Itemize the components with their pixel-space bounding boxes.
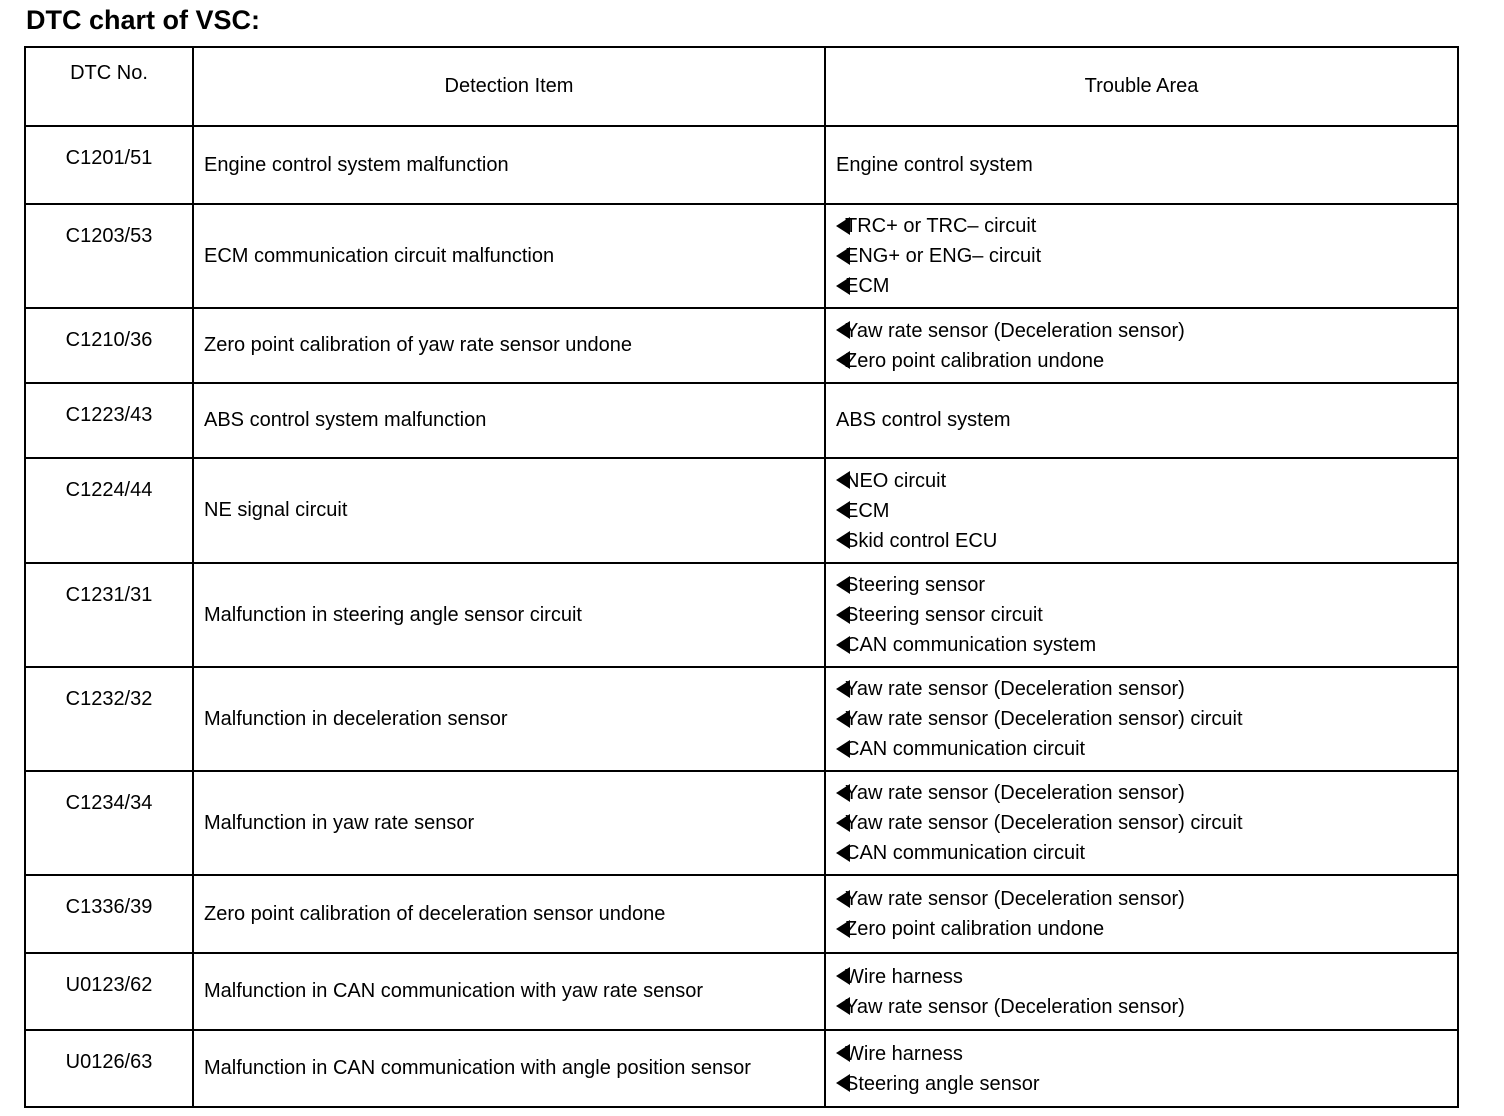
trouble-area-text: NEO circuit — [845, 469, 947, 492]
trouble-area-text: Yaw rate sensor (Deceleration sensor) — [845, 319, 1185, 342]
bullet-arrow-icon — [836, 1044, 850, 1062]
table-row — [25, 667, 1458, 771]
detection-item: Engine control system malfunction — [193, 126, 825, 204]
bullet-arrow-icon — [836, 920, 850, 938]
detection-item: ECM communication circuit malfunction — [193, 204, 825, 308]
dtc-number: C1234/34 — [25, 771, 193, 875]
trouble-area-list-item — [836, 630, 1457, 660]
header-dtc-no: DTC No. — [25, 47, 193, 126]
table-row — [25, 204, 1458, 308]
table-row — [25, 126, 1458, 204]
trouble-area-text: CAN communication system — [845, 634, 1097, 656]
trouble-area — [825, 126, 1458, 204]
trouble-area-list — [836, 316, 1457, 376]
detection-item: Malfunction in CAN communication with angle position sensor — [193, 1030, 825, 1107]
table-row — [25, 383, 1458, 458]
bullet-arrow-icon — [836, 217, 850, 235]
bullet-arrow-icon — [836, 967, 850, 985]
bullet-arrow-icon — [836, 576, 850, 594]
trouble-area-list-item — [836, 1069, 1457, 1099]
detection-item: Malfunction in deceleration sensor — [193, 667, 825, 771]
trouble-area-list-item — [836, 466, 1457, 496]
trouble-area-text: Yaw rate sensor (Deceleration sensor) circuit — [845, 708, 1243, 730]
trouble-area-list-item — [836, 600, 1457, 630]
header-detection-item: Detection Item — [193, 47, 825, 126]
trouble-area — [825, 204, 1458, 308]
page-title: DTC chart of VSC: — [26, 5, 261, 35]
trouble-area-list — [836, 211, 1457, 301]
trouble-area-text: Steering sensor — [845, 574, 986, 596]
detection-item: ABS control system malfunction — [193, 383, 825, 458]
dtc-number: C1231/31 — [25, 563, 193, 667]
trouble-area — [825, 1030, 1458, 1107]
trouble-area-list-item — [836, 241, 1457, 271]
table-header-row — [25, 47, 1458, 126]
trouble-area-text: ECM — [845, 499, 890, 522]
bullet-arrow-icon — [836, 710, 850, 728]
detection-item: Zero point calibration of deceleration sensor undone — [193, 875, 825, 953]
dtc-number: C1224/44 — [25, 458, 193, 563]
dtc-number: U0123/62 — [25, 953, 193, 1030]
bullet-arrow-icon — [836, 784, 850, 802]
trouble-area-list-item — [836, 526, 1457, 556]
dtc-table — [24, 46, 1459, 1108]
bullet-arrow-icon — [836, 501, 850, 519]
trouble-area-list-item — [836, 914, 1457, 944]
trouble-area-list — [836, 674, 1457, 764]
trouble-area-list-item — [836, 1039, 1457, 1069]
dtc-number: C1223/43 — [25, 383, 193, 458]
trouble-area-text: ECM — [845, 275, 890, 297]
trouble-area — [825, 563, 1458, 667]
detection-item: Zero point calibration of yaw rate sensor undone — [193, 308, 825, 383]
table-row — [25, 458, 1458, 563]
dtc-number: C1232/32 — [25, 667, 193, 771]
bullet-arrow-icon — [836, 351, 850, 369]
trouble-area-text: Yaw rate sensor (Deceleration sensor) — [845, 995, 1185, 1018]
trouble-area-text: Yaw rate sensor (Deceleration sensor) — [845, 678, 1185, 700]
dtc-number: C1203/53 — [25, 204, 193, 308]
trouble-area-list — [836, 466, 1457, 556]
table-row — [25, 875, 1458, 953]
trouble-area-list-item — [836, 808, 1457, 838]
trouble-area-list — [836, 1039, 1457, 1099]
dtc-number: C1210/36 — [25, 308, 193, 383]
trouble-area-list-item — [836, 570, 1457, 600]
trouble-area-list-item — [836, 992, 1457, 1022]
bullet-arrow-icon — [836, 1074, 850, 1092]
bullet-arrow-icon — [836, 997, 850, 1015]
bullet-arrow-icon — [836, 321, 850, 339]
bullet-arrow-icon — [836, 471, 850, 489]
bullet-arrow-icon — [836, 277, 850, 295]
bullet-arrow-icon — [836, 247, 850, 265]
detection-item: Malfunction in CAN communication with yaw rate sensor — [193, 953, 825, 1030]
trouble-area-text: Skid control ECU — [845, 529, 998, 552]
trouble-area-text: CAN communication circuit — [845, 738, 1086, 760]
bullet-arrow-icon — [836, 740, 850, 758]
trouble-area-list — [836, 570, 1457, 660]
bullet-arrow-icon — [836, 606, 850, 624]
detection-item: Malfunction in yaw rate sensor — [193, 771, 825, 875]
trouble-area — [825, 458, 1458, 563]
trouble-area-text: CAN communication circuit — [845, 842, 1086, 864]
bullet-arrow-icon — [836, 531, 850, 549]
table-row — [25, 1030, 1458, 1107]
trouble-area — [825, 383, 1458, 458]
trouble-area-list-item — [836, 674, 1457, 704]
bullet-arrow-icon — [836, 814, 850, 832]
table-row — [25, 771, 1458, 875]
dtc-number: C1201/51 — [25, 126, 193, 204]
trouble-area-list-item — [836, 734, 1457, 764]
header-trouble-area: Trouble Area — [825, 47, 1458, 126]
bullet-arrow-icon — [836, 636, 850, 654]
trouble-area-text: Steering sensor circuit — [845, 604, 1043, 626]
bullet-arrow-icon — [836, 890, 850, 908]
trouble-area-text: Wire harness — [845, 1042, 963, 1065]
trouble-area-list — [836, 962, 1457, 1022]
trouble-area-list-item — [836, 778, 1457, 808]
trouble-area-text: TRC+ or TRC– circuit — [845, 215, 1037, 237]
trouble-area-text: Engine control system — [836, 153, 1033, 176]
trouble-area-text: ENG+ or ENG– circuit — [845, 245, 1042, 267]
trouble-area-text: Zero point calibration undone — [845, 349, 1105, 372]
table-row — [25, 563, 1458, 667]
detection-item: NE signal circuit — [193, 458, 825, 563]
table-body — [25, 126, 1458, 1107]
bullet-arrow-icon — [836, 844, 850, 862]
trouble-area-text: Yaw rate sensor (Deceleration sensor) circuit — [845, 812, 1243, 834]
trouble-area — [825, 771, 1458, 875]
trouble-area-list-item — [836, 346, 1457, 376]
trouble-area-list-item — [836, 838, 1457, 868]
trouble-area-list-item — [836, 211, 1457, 241]
trouble-area-text: Zero point calibration undone — [845, 918, 1105, 940]
detection-item: Malfunction in steering angle sensor circuit — [193, 563, 825, 667]
table-row — [25, 953, 1458, 1030]
trouble-area — [825, 667, 1458, 771]
trouble-area — [825, 875, 1458, 953]
trouble-area-list — [836, 884, 1457, 944]
trouble-area-list-item — [836, 496, 1457, 526]
trouble-area-list — [836, 778, 1457, 868]
trouble-area-list-item — [836, 704, 1457, 734]
trouble-area — [825, 308, 1458, 383]
trouble-area-list-item — [836, 884, 1457, 914]
trouble-area-list-item — [836, 316, 1457, 346]
dtc-number: C1336/39 — [25, 875, 193, 953]
trouble-area-text: Yaw rate sensor (Deceleration sensor) — [845, 888, 1185, 910]
table-row — [25, 308, 1458, 383]
trouble-area-text: Yaw rate sensor (Deceleration sensor) — [845, 782, 1185, 804]
trouble-area-text: Steering angle sensor — [845, 1072, 1040, 1095]
bullet-arrow-icon — [836, 680, 850, 698]
trouble-area-list-item — [836, 271, 1457, 301]
trouble-area-text: Wire harness — [845, 965, 963, 988]
dtc-number: U0126/63 — [25, 1030, 193, 1107]
trouble-area — [825, 953, 1458, 1030]
trouble-area-list-item — [836, 962, 1457, 992]
trouble-area-text: ABS control system — [836, 409, 1011, 431]
